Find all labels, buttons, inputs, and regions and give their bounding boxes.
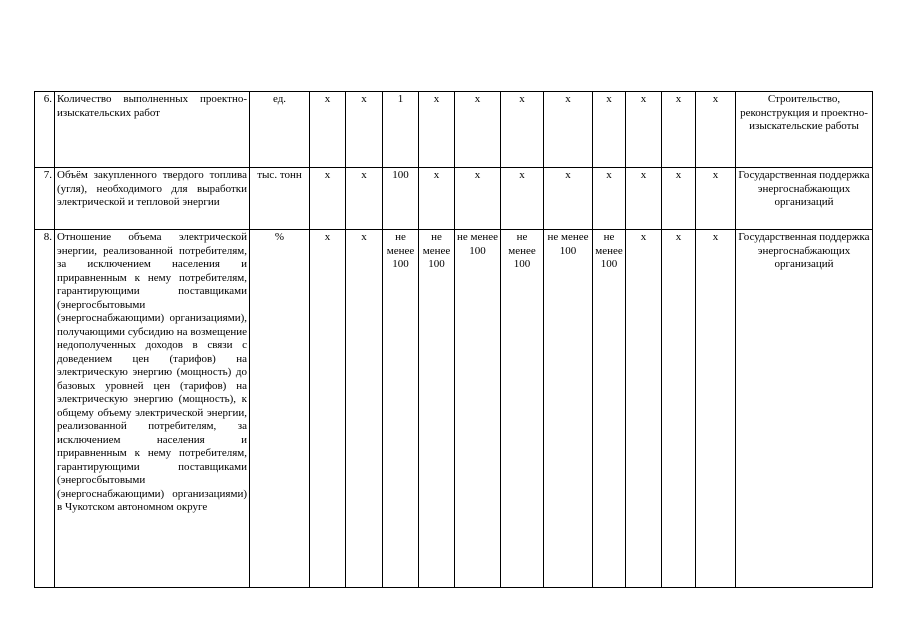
value-cell: х [626,168,662,230]
table-row [35,168,873,230]
value-cell: не менее 100 [419,230,455,588]
value-cell: х [501,168,544,230]
value-cell: не менее 100 [455,230,501,588]
value-cell: х [455,92,501,168]
value-cell: х [310,92,346,168]
value-cell: х [455,168,501,230]
value-cell: х [346,92,383,168]
row-number: 8. [35,230,55,588]
value-cell: х [696,230,736,588]
indicators-table [34,91,873,588]
note-cell: Государственная поддержка энергоснабжающих организаций [736,168,873,230]
value-cell: х [310,230,346,588]
indicator-name: Отношение объема электрической энергии, реализованной потребителям, за исключением населения и приравненным к нему потребителям, гарантирующими поставщиками (энергосбытовыми (энергоснабжающими) организациями), получающими субсидию на возмещение недополученных доходов в связи с доведением цен (тарифов) на электрическую энергию (мощность) до базовых уровней цен (тарифов) на электрическую энергию (мощность), к общему объему электрической энергии, реализованной потребителям, за исключением населения и приравненным к нему потребителям, гарантирующими поставщиками (энергосбытовыми (энергоснабжающими) организациями) в Чукотском автономном округе [55,230,250,588]
value-cell: х [626,230,662,588]
value-cell: х [626,92,662,168]
value-cell: х [346,230,383,588]
value-cell: х [662,92,696,168]
row-number: 7. [35,168,55,230]
value-cell: х [593,168,626,230]
note-cell: Государственная поддержка энергоснабжающих организаций [736,230,873,588]
table-row [35,230,873,588]
value-cell: х [419,92,455,168]
indicator-name: Объём закупленного твердого топлива (угля), необходимого для выработки электрической и тепловой энергии [55,168,250,230]
indicator-name: Количество выполненных проектно-изыскательских работ [55,92,250,168]
table-row [35,92,873,168]
value-cell: х [662,230,696,588]
value-cell: х [419,168,455,230]
value-cell: 100 [383,168,419,230]
value-cell: х [346,168,383,230]
unit-cell: ед. [250,92,310,168]
unit-cell: % [250,230,310,588]
value-cell: х [696,92,736,168]
value-cell: не менее 100 [383,230,419,588]
value-cell: х [501,92,544,168]
value-cell: х [310,168,346,230]
value-cell: х [696,168,736,230]
value-cell: х [662,168,696,230]
value-cell: 1 [383,92,419,168]
value-cell: не менее 100 [544,230,593,588]
value-cell: не менее 100 [593,230,626,588]
value-cell: х [593,92,626,168]
note-cell: Строительство, реконструкция и проектно-изыскательские работы [736,92,873,168]
row-number: 6. [35,92,55,168]
value-cell: не менее 100 [501,230,544,588]
unit-cell: тыс. тонн [250,168,310,230]
value-cell: х [544,92,593,168]
value-cell: х [544,168,593,230]
